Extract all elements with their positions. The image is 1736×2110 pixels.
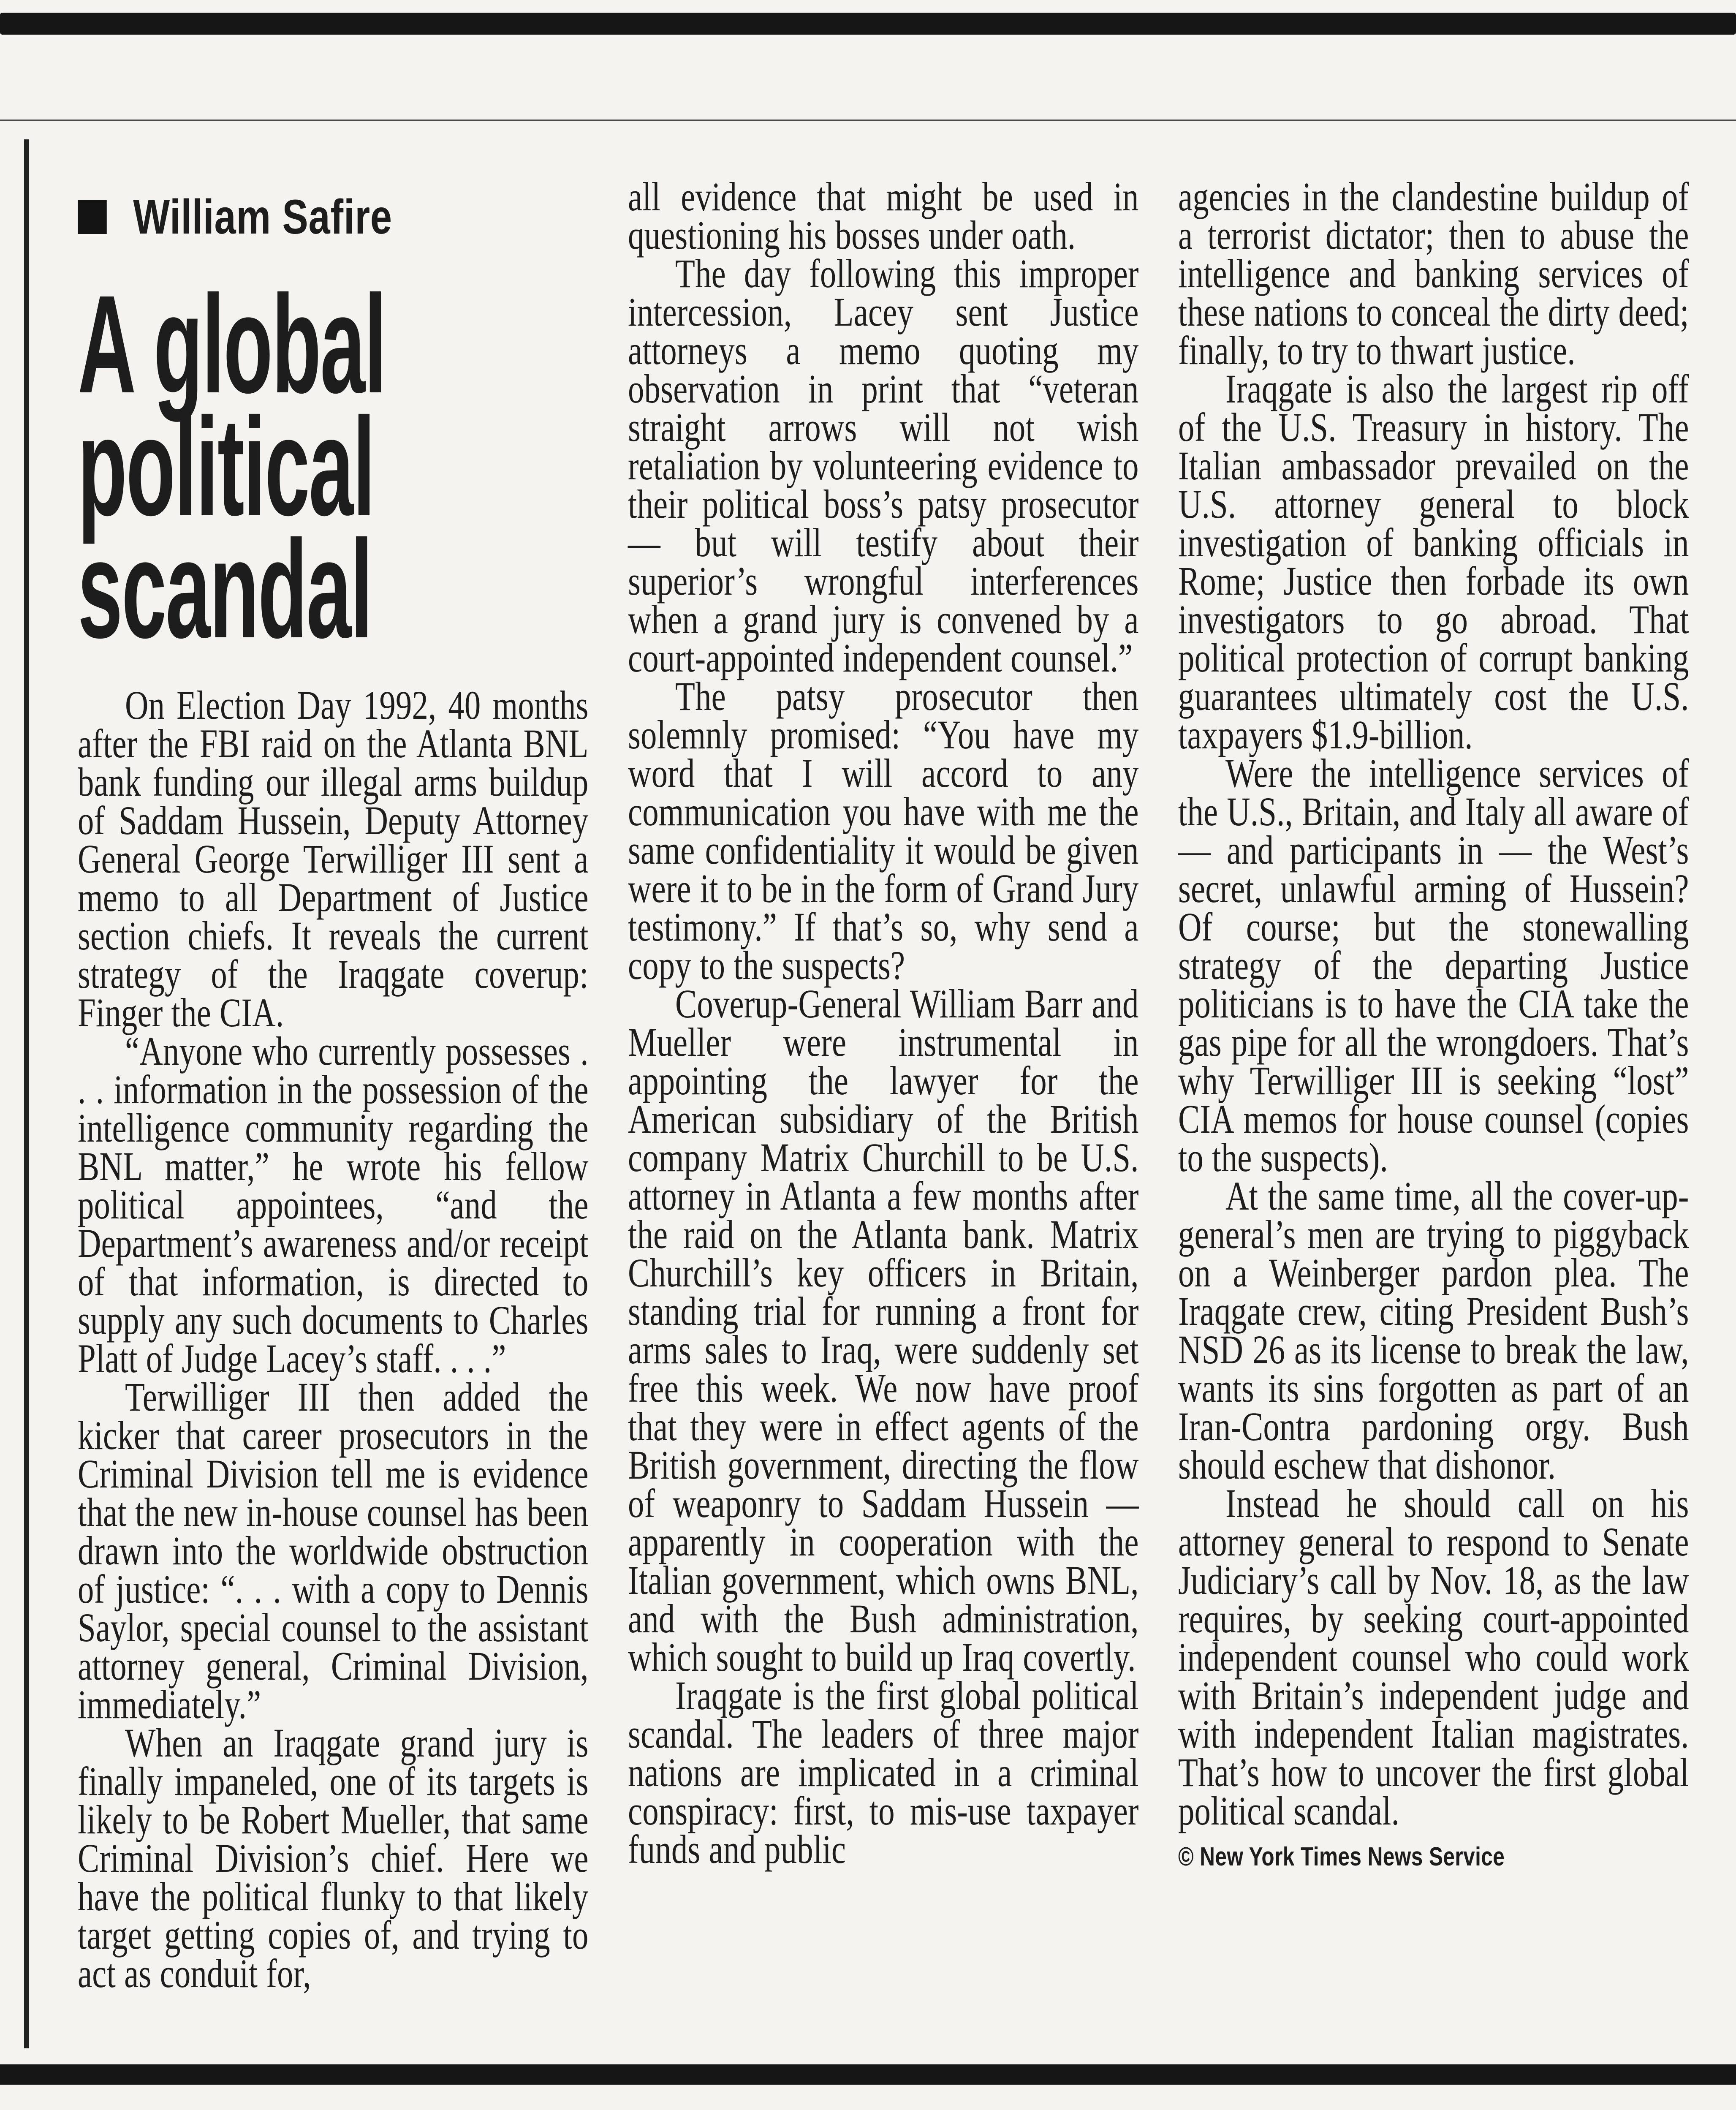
paragraph: Iraqgate is the first global political scandal. The leaders of three major nations are implicated in a criminal conspiracy: first, to mis-use taxpayer funds and public [628, 1673, 1139, 1872]
column-2-text [628, 174, 1139, 1872]
paragraph: Instead he should call on his attorney general to respond to Senate Judiciary’s call by Nov. 18, as the law requires, by seeking court-appointed independent counsel who could work with Britain’s independent judge and with independent Italian magistrates. That’s how to uncover the first global political scandal. [1178, 1481, 1689, 1833]
copyright-line: © New York Times News Service [1178, 1842, 1505, 1871]
thin-divider-rule [0, 120, 1736, 121]
article [78, 174, 1689, 1996]
headline-line: A global [78, 266, 386, 422]
paragraph: Terwilliger III then added the kicker that career prosecutors in the Criminal Division tell me is evidence that the new in-house counsel has been drawn into the worldwide obstruction of justice: “. . . with a copy to Dennis Saylor, special counsel to the assistant attorney general, Criminal Division, immediately.” [78, 1374, 589, 1727]
paragraph: At the same time, all the cover-up-general’s men are trying to piggyback on a Weinberger pardon plea. The Iraqgate crew, citing President Bush’s NSD 26 as its license to break the law, wants its sins forgotten as part of an Iran-Contra pardoning orgy. Bush should eschew that dishonor. [1178, 1173, 1689, 1487]
paragraph: Iraqgate is also the largest rip off of the U.S. Treasury in history. The Italian ambassador prevailed on the U.S. attorney general to block investigation of banking officials in Rome; Justice then forbade its own investigators to go abroad. That political protection of corrupt banking guarantees ultimately cost the U.S. taxpayers $1.9-billion. [1178, 366, 1689, 757]
paragraph: “Anyone who currently possesses . . . information in the possession of the intelligence community regarding the BNL matter,” he wrote his fellow political appointees, “and the Department’s awareness and/or receipt of that information, is directed to supply any such documents to Charles Platt of Judge Lacey’s staff. . . .” [78, 1028, 589, 1381]
column-3-text [1178, 174, 1689, 1833]
byline [78, 192, 589, 242]
paragraph: The day following this improper intercession, Lacey sent Justice attorneys a memo quoting my observation in print that “veteran straight arrows will not wish retaliation by volunteering evidence to their political boss’s patsy prosecutor — but will testify about their superior’s wrongful interferences when a grand jury is convened by a court-appointed independent counsel.” [628, 251, 1139, 680]
column-3 [1178, 174, 1689, 1993]
paragraph: agencies in the clandestine buildup of a terrorist dictator; then to abuse the intelligence and banking services of these nations to conceal the dirty deed; finally, to try to thwart justice. [1178, 174, 1689, 373]
headline-line: political [78, 389, 375, 544]
headline [78, 266, 589, 667]
paragraph: all evidence that might be used in questioning his bosses under oath. [628, 174, 1139, 258]
paragraph: When an Iraqgate grand jury is finally impaneled, one of its targets is likely to be Robert Mueller, that same Criminal Division’s chief. Here we have the political flunky to that likely target getting copies of, and trying to act as conduit for, [78, 1720, 589, 1996]
left-column-rule [24, 139, 29, 2048]
paragraph: The patsy prosecutor then solemnly promised: “You have my word that I will accord to any communication you have with me the same confidentiality it would be given were it to be in the form of Grand Jury testimony.” If that’s so, why send a copy to the suspects? [628, 674, 1139, 988]
column-1 [78, 177, 589, 1996]
column-2 [628, 174, 1139, 1993]
paragraph: Were the intelligence services of the U.S., Britain, and Italy all aware of — and participants in — the West’s secret, unlawful arming of Hussein? Of course; but the stonewalling strategy of the departing Justice politicians is to have the CIA take the gas pipe for all the wrongdoers. That’s why Terwilliger III is seeking “lost” CIA memos for house counsel (copies to the suspects). [1178, 750, 1689, 1180]
headline-line: scandal [78, 511, 372, 667]
top-rule [0, 13, 1736, 35]
column-1-text [78, 682, 589, 1996]
byline-name: William Safire [133, 190, 392, 244]
paragraph: On Election Day 1992, 40 months after the FBI raid on the Atlanta BNL bank funding our illegal arms buildup of Saddam Hussein, Deputy Attorney General George Terwilliger III sent a memo to all Department of Justice section chiefs. It reveals the current strategy of the Iraqgate coverup: Finger the CIA. [78, 682, 589, 1035]
bottom-rule [0, 2064, 1736, 2085]
paragraph: Coverup-General William Barr and Mueller were instrumental in appointing the lawyer for the American subsidiary of the British company Matrix Churchill to be U.S. attorney in Atlanta a few months after the raid on the Atlanta bank. Matrix Churchill’s key officers in Britain, standing trial for running a front for arms sales to Iraq, were suddenly set free this week. We now have proof that they were in effect agents of the British government, directing the flow of weaponry to Saddam Hussein — apparently in cooperation with the Italian government, which owns BNL, and with the Bush administration, which sought to build up Iraq covertly. [628, 981, 1139, 1680]
byline-square-icon [78, 200, 107, 234]
